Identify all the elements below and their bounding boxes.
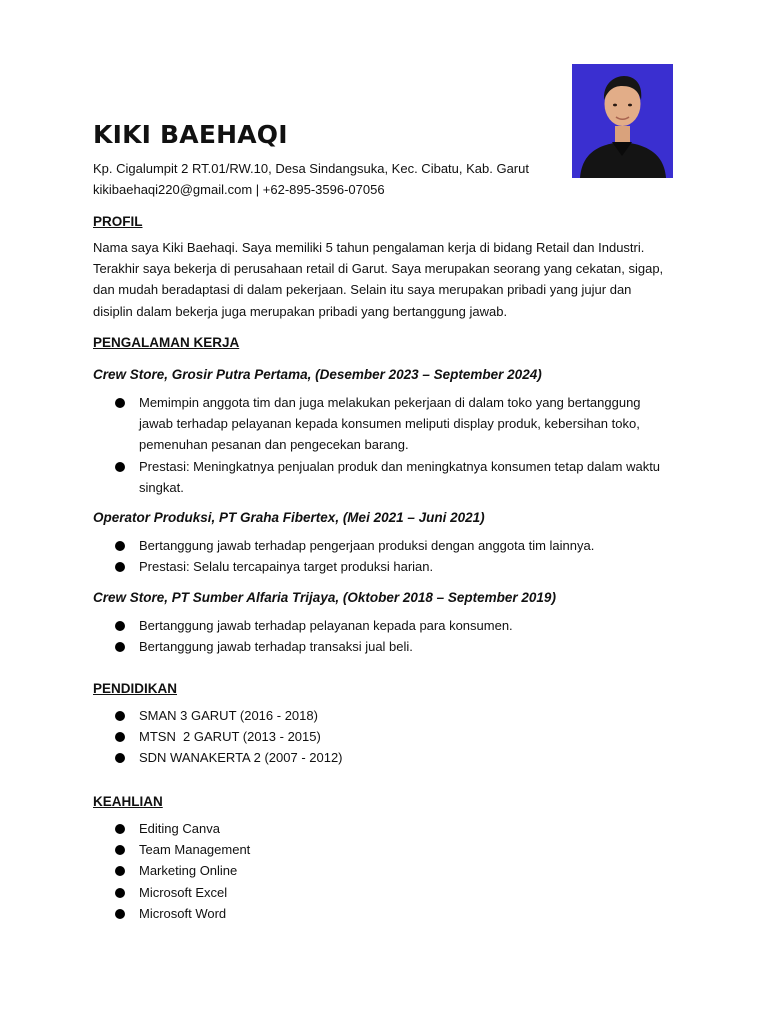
list-item [93, 705, 673, 726]
bullet-icon [115, 562, 125, 572]
experience-heading: PENGALAMAN KERJA [93, 335, 240, 350]
list-item [93, 726, 673, 747]
bullet-icon [115, 888, 125, 898]
job-points [93, 615, 673, 657]
list-item-text: Prestasi: Selalu tercapainya target produksi harian. [139, 559, 434, 575]
list-item-text: Bertanggung jawab terhadap transaksi jual beli. [139, 639, 413, 655]
address-line: Kp. Cigalumpit 2 RT.01/RW.10, Desa Sindangsuka, Kec. Cibatu, Kab. Garut [93, 161, 529, 176]
list-item-text: Marketing Online [139, 863, 238, 879]
bullet-icon [115, 824, 125, 834]
bullet-icon [115, 462, 125, 472]
education-heading: PENDIDIKAN [93, 681, 178, 696]
list-item [93, 456, 673, 498]
list-item [93, 615, 673, 636]
bullet-icon [115, 732, 125, 742]
list-item-text: Microsoft Word [139, 905, 227, 921]
list-item [93, 860, 673, 881]
profile-text: Nama saya Kiki Baehaqi. Saya memiliki 5 tahun pengalaman kerja di bidang Retail dan Industri. Terakhir saya bekerja di perusahaan retail di Garut. Saya merupakan seorang yang cekatan, sigap, dan mudah beradaptasi di dalam pekerjaan. Selain itu saya merupakan pribadi yang jujur dan disiplin dalam bekerja juga merupakan pribadi yang bertanggung jawab. [93, 240, 664, 319]
job-title: Crew Store, PT Sumber Alfaria Trijaya, (Oktober 2018 – September 2019) [93, 590, 556, 605]
education-list [93, 705, 673, 769]
list-item-text: Editing Canva [139, 821, 220, 836]
job-title: Crew Store, Grosir Putra Pertama, (Desember 2023 – September 2024) [93, 367, 542, 382]
resume-page [93, 0, 683, 1024]
list-item [93, 556, 673, 577]
list-item [93, 818, 673, 839]
bullet-icon [115, 621, 125, 631]
list-item-text: Bertanggung jawab terhadap pelayanan kepada para konsumen. [139, 618, 513, 633]
bullet-icon [115, 909, 125, 919]
job-title: Operator Produksi, PT Graha Fibertex, (Mei 2021 – Juni 2021) [93, 510, 485, 525]
list-item-text: Prestasi: Meningkatnya penjualan produk dan meningkatnya konsumen tetap dalam waktu singkat. [139, 458, 661, 495]
job-points [93, 535, 673, 577]
list-item-text: SMAN 3 GARUT (2016 - 2018) [139, 708, 318, 723]
bullet-icon [115, 845, 125, 855]
bullet-icon [115, 866, 125, 876]
list-item-text: MTSN 2 GARUT (2013 - 2015) [139, 729, 321, 745]
list-item-text: Bertanggung jawab terhadap pengerjaan produksi dengan anggota tim lainnya. [139, 538, 595, 553]
list-item [93, 747, 673, 768]
bullet-icon [115, 753, 125, 763]
list-item-text: Memimpin anggota tim dan juga melakukan pekerjaan di dalam toko yang bertanggung jawab terhadap pelayanan kepada konsumen meliputi display produk, kebersihan toko, pemenuhan pesanan dan pengecekan barang. [139, 395, 641, 453]
list-item-text: Team Management [139, 842, 251, 858]
job-points [93, 392, 673, 498]
bullet-icon [115, 642, 125, 652]
list-item [93, 535, 673, 556]
bullet-icon [115, 398, 125, 408]
contact-line: kikibaehaqi220@gmail.com | +62-895-3596-07056 [93, 182, 385, 197]
list-item [93, 636, 673, 657]
skills-list [93, 818, 673, 924]
bullet-icon [115, 711, 125, 721]
list-item [93, 903, 673, 924]
list-item-text: SDN WANAKERTA 2 (2007 - 2012) [139, 750, 343, 766]
list-item-text: Microsoft Excel [139, 884, 228, 900]
list-item [93, 839, 673, 860]
list-item [93, 882, 673, 903]
bullet-icon [115, 541, 125, 551]
list-item [93, 392, 673, 456]
profile-heading: PROFIL [93, 214, 143, 229]
skills-heading: KEAHLIAN [93, 794, 163, 809]
resume-name: KIKI BAEHAQI [93, 120, 288, 149]
